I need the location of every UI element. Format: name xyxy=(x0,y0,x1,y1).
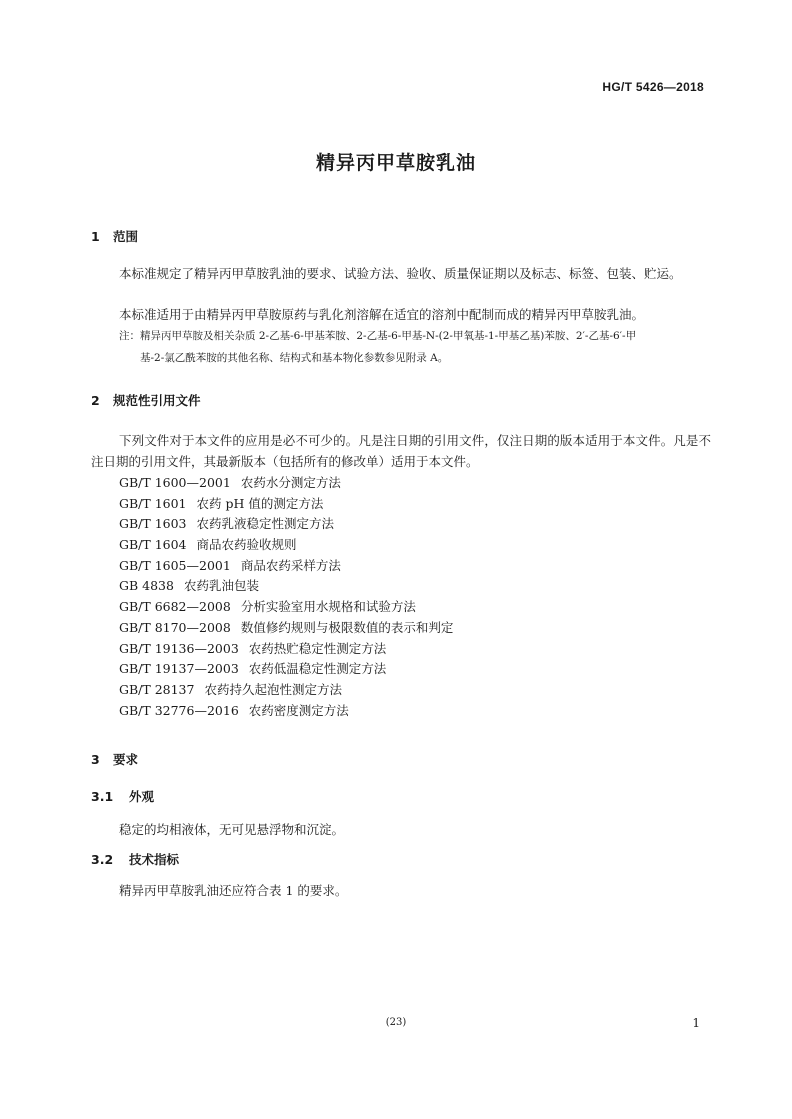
reference-name: 商品农药采样方法 xyxy=(240,557,341,573)
reference-name: 农药热贮稳定性测定方法 xyxy=(248,640,387,656)
footer-sequence-number: (23) xyxy=(385,1017,407,1028)
section-1-heading xyxy=(91,227,138,245)
subsection-number: 3.1 xyxy=(91,789,114,804)
reference-code: GB/T 8170—2008 xyxy=(119,619,231,635)
section-title: 规范性引用文件 xyxy=(113,393,201,408)
scope-note-line-1: 注：精异丙甲草胺及相关杂质 2-乙基-6-甲基苯胺、2-乙基-6-甲基-N-(2-甲氧基-1-甲基乙基)苯胺、2′-乙基-6′-甲 xyxy=(119,330,637,342)
section-3-heading xyxy=(91,750,138,768)
reference-item xyxy=(119,576,453,597)
section-title: 范围 xyxy=(113,229,139,244)
scope-paragraph-1: 本标准规定了精异丙甲草胺乳油的要求、试验方法、验收、质量保证期以及标志、标签、包装、贮运。 xyxy=(119,266,682,281)
reference-name: 农药低温稳定性测定方法 xyxy=(248,661,387,677)
document-title: 精异丙甲草胺乳油 xyxy=(315,152,476,174)
reference-item xyxy=(119,659,453,680)
reference-name: 数值修约规则与极限数值的表示和判定 xyxy=(240,619,454,635)
reference-name: 农药 pH 值的测定方法 xyxy=(196,495,324,511)
subsection-number: 3.2 xyxy=(91,852,114,867)
subsection-title: 外观 xyxy=(129,789,155,804)
page-number: 1 xyxy=(692,1016,700,1030)
subsection-title: 技术指标 xyxy=(129,852,180,867)
reference-item xyxy=(119,494,453,515)
reference-name: 农药密度测定方法 xyxy=(248,702,349,718)
reference-name: 分析实验室用水规格和试验方法 xyxy=(240,599,416,615)
reference-item xyxy=(119,514,453,535)
reference-code: GB/T 19137—2003 xyxy=(119,661,239,677)
reference-name: 农药水分测定方法 xyxy=(240,475,341,490)
scope-note-line-2: 基-2-氯乙酰苯胺的其他名称、结构式和基本物化参数参见附录 A。 xyxy=(140,352,449,364)
reference-item xyxy=(119,556,453,577)
reference-code: GB/T 1601 xyxy=(119,495,187,511)
reference-item xyxy=(119,701,453,722)
reference-list xyxy=(119,473,453,721)
reference-name: 农药乳液稳定性测定方法 xyxy=(196,516,335,532)
section-number: 2 xyxy=(91,393,100,408)
section-number: 3 xyxy=(91,752,100,767)
reference-code: GB/T 28137 xyxy=(119,681,195,697)
standard-code: HG/T 5426—2018 xyxy=(602,80,704,94)
reference-name: 农药持久起泡性测定方法 xyxy=(204,681,342,697)
appearance-text: 稳定的均相液体，无可见悬浮物和沉淀。 xyxy=(119,822,345,837)
reference-item xyxy=(119,535,453,556)
section-number: 1 xyxy=(91,229,100,244)
reference-code: GB/T 32776—2016 xyxy=(119,702,239,718)
section-2-heading xyxy=(91,391,201,409)
reference-name: 商品农药验收规则 xyxy=(196,537,297,553)
reference-item xyxy=(119,680,453,701)
reference-item xyxy=(119,597,453,618)
reference-name: 农药乳油包装 xyxy=(183,578,259,594)
section-3-2-heading xyxy=(91,850,179,868)
reference-code: GB/T 1603 xyxy=(119,516,187,532)
reference-item xyxy=(119,618,453,639)
section-title: 要求 xyxy=(113,752,139,767)
scope-paragraph-2: 本标准适用于由精异丙甲草胺原药与乳化剂溶解在适宜的溶剂中配制而成的精异丙甲草胺乳油。 xyxy=(119,307,645,322)
technical-text: 精异丙甲草胺乳油还应符合表 1 的要求。 xyxy=(119,883,348,898)
reference-code: GB 4838 xyxy=(119,578,174,594)
reference-code: GB/T 1605—2001 xyxy=(119,557,231,573)
reference-code: GB/T 6682—2008 xyxy=(119,599,231,615)
section-3-1-heading xyxy=(91,787,154,805)
refs-intro-paragraph: 下列文件对于本文件的应用是必不可少的。凡是注日期的引用文件，仅注日期的版本适用于本文件。凡是不注日期的引用文件，其最新版本（包括所有的修改单）适用于本文件。 xyxy=(91,433,711,469)
reference-code: GB/T 19136—2003 xyxy=(119,640,239,656)
reference-code: GB/T 1604 xyxy=(119,537,187,553)
reference-code: GB/T 1600—2001 xyxy=(119,475,231,490)
reference-item xyxy=(119,639,453,660)
reference-item xyxy=(119,473,453,494)
